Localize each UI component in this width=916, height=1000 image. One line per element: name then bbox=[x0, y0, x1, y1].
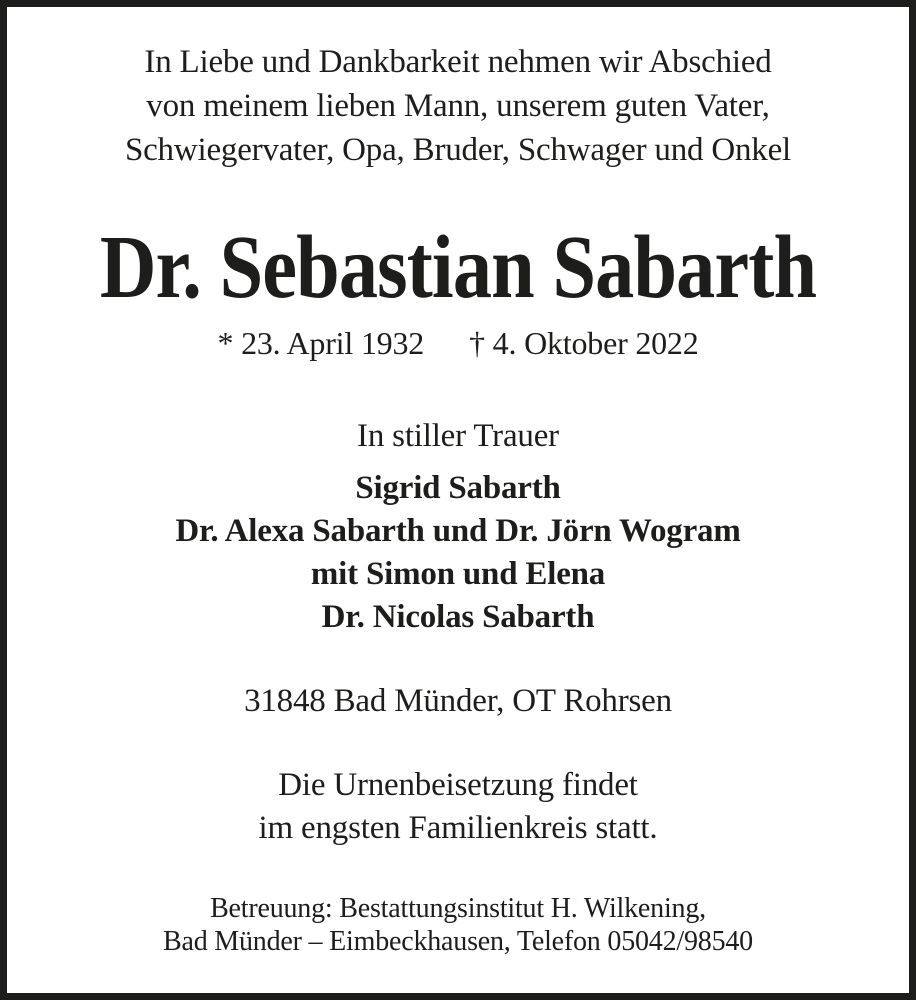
intro-line-3: Schwiegervater, Opa, Bruder, Schwager und Onkel bbox=[124, 132, 792, 168]
death-date: † 4. Oktober 2022 bbox=[469, 325, 699, 361]
intro-line-2: von meinem lieben Mann, unserem guten Vater, bbox=[146, 88, 770, 124]
ceremony-line-1: Die Urnenbeisetzung findet bbox=[278, 767, 638, 803]
mourner-line-3: mit Simon und Elena bbox=[310, 556, 606, 592]
ceremony-line-2: im engsten Familienkreis statt. bbox=[258, 810, 658, 846]
deceased-name: Dr. Sebastian Sabarth bbox=[99, 218, 817, 317]
funeral-home-line-1: Betreuung: Bestattungsinstitut H. Wilkening, bbox=[210, 893, 706, 924]
funeral-home-text bbox=[7, 892, 909, 958]
address-line: 31848 Bad Münder, OT Rohrsen bbox=[244, 683, 672, 719]
birth-date: * 23. April 1932 bbox=[217, 325, 425, 361]
life-dates bbox=[7, 322, 909, 364]
mourner-line-1: Sigrid Sabarth bbox=[355, 470, 561, 506]
intro-line-1: In Liebe und Dankbarkeit nehmen wir Abschied bbox=[144, 44, 772, 80]
ceremony-text bbox=[7, 764, 909, 850]
intro-text bbox=[7, 40, 909, 172]
mourner-line-4: Dr. Nicolas Sabarth bbox=[321, 599, 595, 635]
funeral-home-line-2: Bad Münder – Eimbeckhausen, Telefon 05042/98540 bbox=[162, 926, 753, 957]
mourner-line-2: Dr. Alexa Sabarth und Dr. Jörn Wogram bbox=[175, 513, 741, 549]
mourning-heading: In stiller Trauer bbox=[357, 418, 559, 454]
mourners-list bbox=[7, 467, 909, 639]
